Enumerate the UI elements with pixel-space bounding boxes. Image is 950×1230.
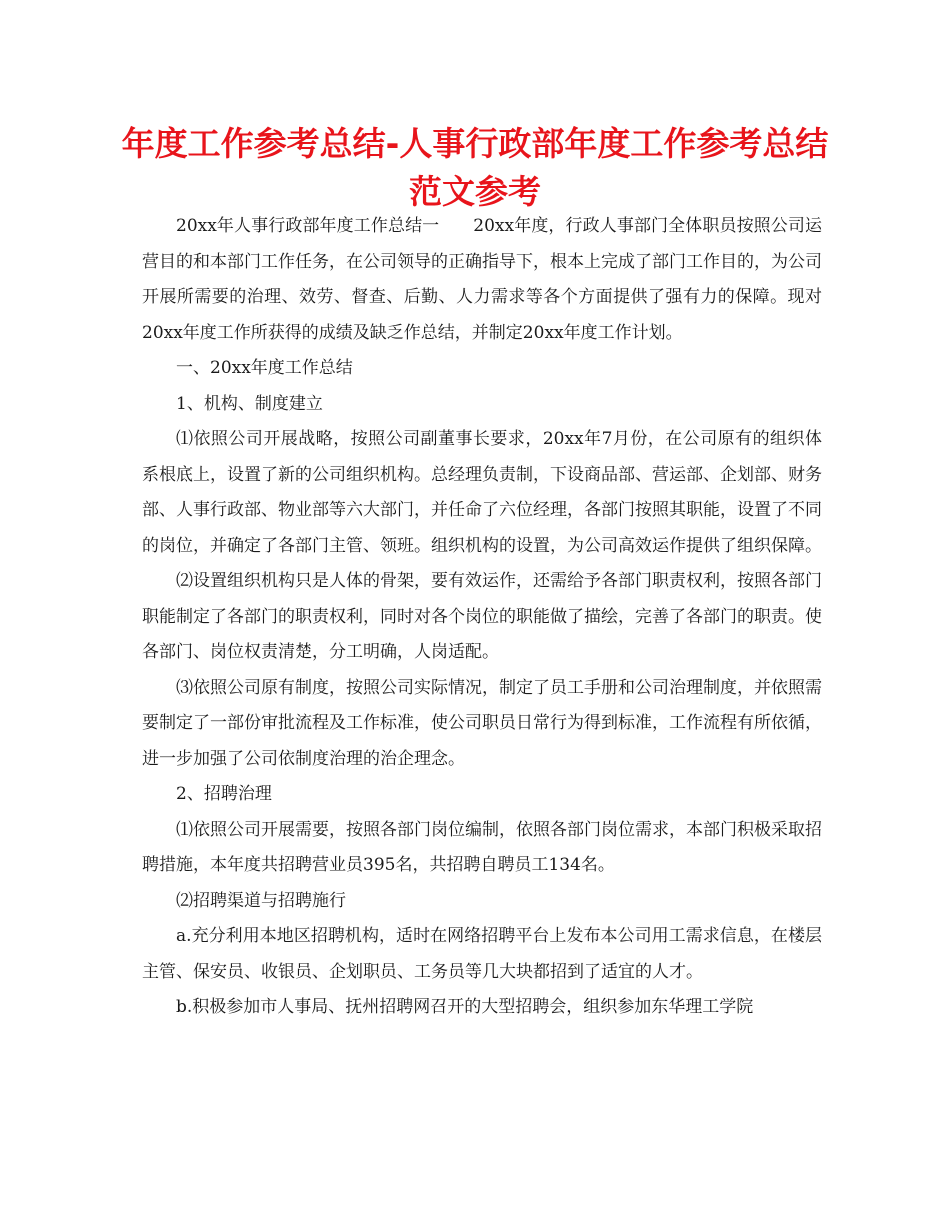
section-heading: 一、20xx年度工作总结 [176, 358, 353, 378]
intro-body: 20xx年度，行政人事部门全体职员按照公司运营目的和本部门工作任务，在公司领导的正确指导下，根本上完成了部门工作目的，为公司开展所需要的治理、效劳、督查、后勤、人力需求等各个方面提供了强有力的保障。现对20xx年度工作所获得的成绩及缺乏作总结，并制定20xx年度工作计划。 [142, 216, 823, 343]
body-paragraph: b.积极参加市人事局、抚州招聘网召开的大型招聘会，组织参加东华理工学院 [176, 997, 754, 1017]
subsection-heading: 1、机构、制度建立 [176, 393, 323, 414]
body-paragraph: ⑴依照公司开展需要，按照各部门岗位编制，依照各部门岗位需求，本部门积极采取招聘措施，本年度共招聘营业员395名，共招聘自聘员工134名。 [142, 819, 822, 875]
body-paragraph: ⑵设置组织机构只是人体的骨架，要有效运作，还需给予各部门职责权利，按照各部门职能制定了各部门的职责权利，同时对各个岗位的职能做了描绘，完善了各部门的职责。使各部门、岗位权责清楚，分工明确，人岗适配。 [142, 571, 822, 662]
subsection-heading: 2、招聘治理 [176, 784, 272, 804]
body-paragraph: ⑵招聘渠道与招聘施行 [176, 890, 346, 911]
body-paragraph: a.充分利用本地区招聘机构，适时在网络招聘平台上发布本公司用工需求信息，在楼层主管、保安员、收银员、企划职员、工务员等几大块都招到了适宜的人才。 [142, 926, 822, 982]
intro-heading: 20xx年人事行政部年度工作总结一 [176, 216, 440, 236]
document-body [142, 209, 822, 1026]
body-paragraph: ⑶依照公司原有制度，按照公司实际情况，制定了员工手册和公司治理制度，并依照需要制定了一部份审批流程及工作标准，使公司职员日常行为得到标准，工作流程有所依循，进一步加强了公司依制度治理的治企理念。 [142, 677, 822, 769]
document-title: 年度工作参考总结-人事行政部年度工作参考总结范文参考 [121, 124, 829, 211]
body-paragraph: ⑴依照公司开展战略，按照公司副董事长要求，20xx年7月份，在公司原有的组织体系根底上，设置了新的公司组织机构。总经理负责制，下设商品部、营运部、企划部、财务部、人事行政部、物业部等六大部门，并任命了六位经理，各部门按照其职能，设置了不同的岗位，并确定了各部门主管、领班。组织机构的设置，为公司高效运作提供了组织保障。 [142, 429, 822, 556]
intro-paragraph [142, 209, 822, 351]
